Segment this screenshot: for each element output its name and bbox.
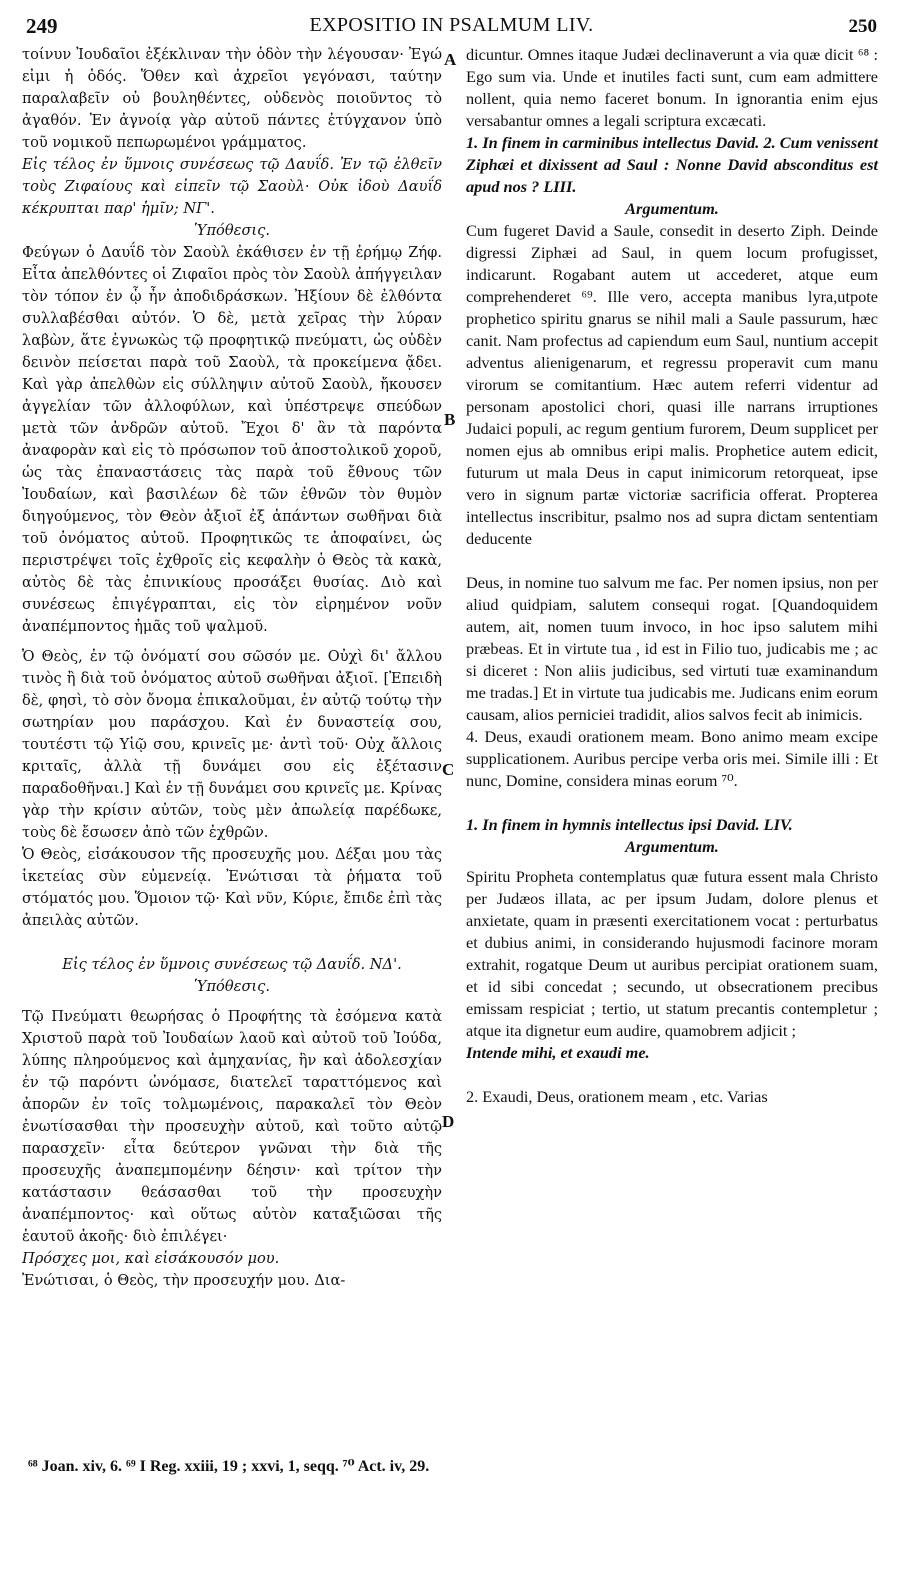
latin-paragraph: 4. Deus, exaudi orationem meam. Bono animo meam excipe supplicationem. Auribus percipe verba oris mei. Simile illi : Et nunc, Domine, considera minas eorum ⁷⁰. [466,727,878,790]
greek-psalm-title: Εἰς τέλος ἐν ὕμνοις συνέσεως τῷ Δαυΐδ. ΝΔ'. [62,956,402,973]
greek-hypothesis-heading: Ὑπόθεσις. [194,222,270,239]
latin-argument-heading: Argumentum. [625,199,719,218]
greek-paragraph: Ὁ Θεὸς, ἐν τῷ ὀνόματί σου σῶσόν με. Οὐχὶ δι' ἄλλου τινὸς ἢ διὰ τοῦ ὀνόματος αὐτοῦ σωθῆναι ἀξιοῖ. [Ἐπειδὴ δὲ, φησὶ, τὸ σὸν ὄνομα ἐπικαλοῦμαι, ἐν αὐτῷ τούτῳ τὴν σωτηρίαν μου παράσχου. Καὶ ἐν δυναστείᾳ σου, τουτέστι τῷ Υἱῷ σου, κρινεῖς με· ἀντὶ τοῦ· Οὐχ ἄλλοις κριταῖς, ἀλλὰ τῇ δυνάμει σου εἰς ἐξέτασιν παραδοθῆναι.] Καὶ ἐν τῇ δυνάμει σου κρινεῖς με. Κρίνας γὰρ τὴν κρίσιν αὐτῶν, τοὺς μὲν ἀπωλείᾳ παρέδωκε, τοὺς δὲ ἔσωσεν ἀπὸ τῶν ἐχθρῶν. [22,648,442,841]
page-number-left: 249 [26,14,58,38]
latin-paragraph: Cum fugeret David a Saule, consedit in deserto Ziph. Deinde digressi Ziphæi ad Saul, in quem locum profugisset, indicarunt. Rogabant autem ut accederet, atque eum comprehenderet ⁶⁹. Ille vero, accepta manibus lyra,utpote prophetico spiritu gnarus se nihil mali a Saule passurum, hæc canit. Nam profectus ad capiendum eum Saul, nuntium accepit adventus alienigenarum, et regressu properavit cum manu virorum se comitantium. Hæc autem referri videntur ad personam apostolici chori, quasi ille narrans irruptiones Judaici populi, ac regum gentium furorem, Deum supplicet per nomen ejus ab omnibus eripi malis. Prophetice autem edicit, futurum ut mala Deus in caput inimicorum retorqueat, ipse vero in signum partæ victoriæ sacrificia offerat. Propterea intellectus inscribitur, psalmo nos ad supra dictam sententiam deducente [466,221,878,548]
latin-paragraph: Deus, in nomine tuo salvum me fac. Per nomen ipsius, non per aliud quidpiam, salutem consequi rogat. [Quandoquidem autem, ait, nomen tuum invoco, in hoc ipso salutem mihi præbeas. Et in virtute tua , id est in Filio tuo, judicabis me ; ac si diceret : Non aliis judicibus, sed virtuti tuæ examinandum me tradas.] Et in virtute tua judicabis me. Judicans enim eorum causam, alios perniciei tradidit, alios salvos fecit ab inimicis. [466,573,878,724]
margin-letter-d: D [442,1112,455,1131]
page-header [26,14,877,40]
greek-column [22,44,442,1292]
latin-verse: Intende mihi, et exaudi me. [466,1043,650,1062]
footnotes: ⁶⁸ Joan. xiv, 6. ⁶⁹ I Reg. xxiii, 19 ; xxvi, 1, seqq. ⁷⁰ Act. iv, 29. [28,1458,430,1475]
latin-column [466,44,878,1108]
greek-verse: Πρόσχες μοι, καὶ εἰσάκουσόν μου. [22,1250,280,1267]
greek-paragraph: Φεύγων ὁ Δαυΐδ τὸν Σαοὺλ ἐκάθισεν ἐν τῇ ἐρήμῳ Ζήφ. Εἶτα ἀπελθόντες οἱ Ζιφαῖοι πρὸς τὸν Σαοὺλ ἀπήγγειλαν τὸν τόπον ἐν ᾧ ἦν ἀποδιδράσκων. Ἠξίουν δὲ ἐλθόντα συλλαβέσθαι αὐτόν. Ὁ δὲ, μετὰ χεῖρας τὴν λύραν λαβὼν, ἅτε ἐγνωκὼς τῷ προφητικῷ πνεύματι, ὡς οὐδὲν δεινὸν πείσεται παρὰ τοῦ Σαοὺλ, τὰ προκείμενα ᾄδει. Καὶ γὰρ ἀπελθὼν εἰς σύλληψιν αὐτοῦ Σαοὺλ, ἤκουσεν ἀγγελίαν τῶν ἀλλοφύλων, καὶ ὑπέστρεψε σπεύδων μετὰ τῶν ἀνδρῶν αὐτοῦ. Ἔχοι δ' ἂν τὰ παρόντα ἀναφορὰν καὶ εἰς τὸ πρόσωπον τοῦ ἀποστολικοῦ χοροῦ, ὡς τὰς ἐπαναστάσεις τὰς παρὰ τοῦ ἔθνους τῶν Ἰουδαίων, καὶ βασιλέων δὲ τῶν ἐθνῶν τὸν θυμὸν διηγούμενος, τὸν Θεὸν ἀξιοῖ ἐξ ἁπάντων σωθῆναι διὰ τοῦ ὀνόματος αὐτοῦ. Προφητικῶς τε ἀποφαίνει, ὡς περιστρέψει τοῖς ἐχθροῖς εἰς κεφαλὴν ὁ Θεὸς τὰ κακὰ, αὐτὸς δὲ τὰς ἐπινικίους προσάξει θυσίας. Διὸ καὶ συνέσεως ἐπιγέγραπται, εἰς τὸν εἰρημένον νοῦν ἀναπέμποντος ἡμᾶς τοῦ ψαλμοῦ. [22,244,442,635]
latin-paragraph: dicuntur. Omnes itaque Judæi declinaverunt a via quæ dicit ⁶⁸ : Ego sum via. Unde et inutiles facti sunt, cum eam admittere nollent, quia nemo faceret bonum. In ignorantia enim ejus versabantur omnes a legali scriptura excæcati. [466,45,878,130]
latin-paragraph: Spiritu Propheta contemplatus quæ futura essent mala Christo per Judæos illata, ac per ipsum Judam, dolore plenus et anxietate, quam in præsenti exercitationem vocat : perturbatus et dubius animi, in considerando hujusmodi facinore moram extrahit, rogatque Deum ut auribus percipiat orationem suam, et id sibi concedat ; secundo, ut obsecrationem precibus emissam respiciat ; tertio, ut statum precantis contempletur ; atque ita dignetur eum audire, quamobrem adjicit ; [466,867,878,1040]
latin-paragraph: 2. Exaudi, Deus, orationem meam , etc. Varias [466,1087,768,1106]
greek-paragraph: Τῷ Πνεύματι θεωρήσας ὁ Προφήτης τὰ ἐσόμενα κατὰ Χριστοῦ παρὰ τοῦ Ἰουδαίων λαοῦ καὶ αὐτοῦ τοῦ Ἰούδα, λύπης πληρούμενος καὶ ἀμηχανίας, ἣν καὶ ἀδολεσχίαν ἐν τῷ παρόντι ὠνόμασε, διατελεῖ ταραττόμενος καὶ ἀπορῶν ἐν τοῖς τολμωμένοις, παρακαλεῖ τὸν Θεὸν ἐνωτίσασθαι τὴν προσευχὴν αὐτοῦ, καὶ τοῦτο αὐτῷ παρασχεῖν· εἶτα δεύτερον γνῶναι τὴν διὰ τῆς προσευχῆς ἀναπεμπομένην δέησιν· καὶ τρίτον τὴν κατάστασιν θεάσασθαι τοῦ τὴν προσευχὴν ἀναπέμποντος· καὶ οὕτως αὐτὸν καταξιῶσαι τῆς ἑαυτοῦ ἀκοῆς· διὸ ἐπιλέγει· [22,1008,442,1245]
latin-psalm-title: 1. In finem in carminibus intellectus David. 2. Cum venissent Ziphæi et dixissent ad Saul : Nonne David absconditus est apud nos ? LIII. [466,133,878,196]
greek-hypothesis-heading: Ὑπόθεσις. [194,978,270,995]
greek-paragraph: Ἐνώτισαι, ὁ Θεὸς, τὴν προσευχήν μου. Δια- [22,1272,346,1289]
margin-letter-b: B [444,410,456,429]
margin-letter-c: C [442,760,455,779]
latin-argument-heading: Argumentum. [625,837,719,856]
greek-psalm-title: Εἰς τέλος ἐν ὕμνοις συνέσεως τῷ Δαυΐδ. Ἐν τῷ ἐλθεῖν τοὺς Ζιφαίους καὶ εἰπεῖν τῷ Σαοὺλ· Οὐκ ἰδοὺ Δαυΐδ κέκρυπται παρ' ἡμῖν; ΝΓ'. [22,156,442,217]
page-number-right: 250 [848,16,877,37]
greek-paragraph: τοίνυν Ἰουδαῖοι ἐξέκλιναν τὴν ὁδὸν τὴν λέγουσαν· Ἐγώ εἰμι ἡ ὁδός. Ὅθεν καὶ ἀχρεῖοι γεγόνασι, ταύτην παραλαβεῖν οὐ βουληθέντες, οὐδενὸς ποιοῦντος τὸ ἀγαθόν. Ἐν ἀγνοίᾳ γὰρ αὐτοῦ πάντες ἐτύγχανον ὑπὸ τοῦ νομικοῦ πεπωρωμένοι γράμματος. [22,46,442,151]
running-title: EXPOSITIO IN PSALMUM LIV. [309,14,594,36]
margin-letter-a: A [444,50,457,69]
latin-psalm-title: 1. In finem in hymnis intellectus ipsi David. LIV. [466,815,793,834]
greek-paragraph: Ὁ Θεὸς, εἰσάκουσον τῆς προσευχῆς μου. Δέξαι μου τὰς ἱκετείας σὺν εὐμενείᾳ. Ἐνώτισαι τὰ ῥήματα τοῦ στόματός μου. Ὅμοιον τῷ· Καὶ νῦν, Κύριε, ἔπιδε ἐπὶ τὰς ἀπειλὰς αὐτῶν. [22,846,442,929]
